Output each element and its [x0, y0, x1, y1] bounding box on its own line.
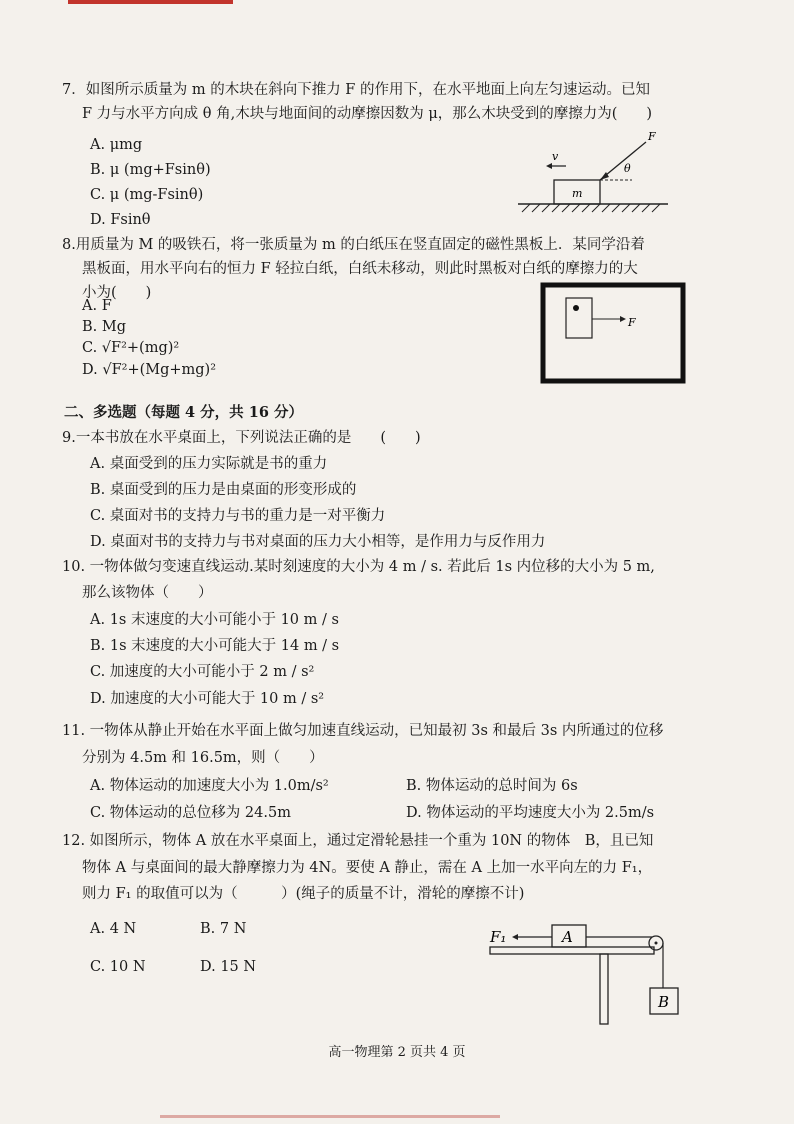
- q7-option-c: C. μ (mg-Fsinθ): [90, 187, 204, 203]
- q12-stem-line1: 12. 如图所示，物体 A 放在水平桌面上，通过定滑轮悬挂一个重为 10N 的物体 B，且已知: [62, 833, 654, 849]
- q10-option-c: C. 加速度的大小可能小于 2 m / s²: [90, 664, 315, 680]
- angle-label: θ: [624, 162, 631, 175]
- q12-pulley-figure: [486, 918, 686, 1030]
- q11-stem-line2: 分别为 4.5m 和 16.5m，则（ ）: [82, 750, 324, 766]
- block-m-label: m: [572, 187, 583, 200]
- magnet: [573, 305, 579, 311]
- block-b-label: B: [658, 993, 670, 1011]
- q9-option-b: B. 桌面受到的压力是由桌面的形变形成的: [90, 482, 357, 498]
- q9-option-d: D. 桌面对书的支持力与书对桌面的压力大小相等，是作用力与反作用力: [90, 534, 546, 550]
- q12-option-a: A. 4 N: [90, 921, 137, 937]
- q10-stem-line2: 那么该物体（ ）: [82, 585, 213, 601]
- q12-stem-line3: 则力 F₁ 的取值可以为（ ）(绳子的质量不计，滑轮的摩擦不计): [82, 886, 525, 902]
- q10-option-b: B. 1s 末速度的大小可能大于 14 m / s: [90, 638, 340, 654]
- f1-label: F₁: [490, 928, 507, 946]
- section-heading: 二、多选题（每题 4 分，共 16 分）: [64, 404, 303, 421]
- q11-option-c: C. 物体运动的总位移为 24.5m: [90, 805, 291, 821]
- q9-option-a: A. 桌面受到的压力实际就是书的重力: [90, 456, 328, 472]
- q9-option-c: C. 桌面对书的支持力与书的重力是一对平衡力: [90, 508, 386, 524]
- q8-option-a: A. F: [82, 298, 112, 314]
- q11-option-d: D. 物体运动的平均速度大小为 2.5m/s: [406, 805, 655, 821]
- q11-option-a: A. 物体运动的加速度大小为 1.0m/s²: [90, 778, 329, 794]
- q7-block-figure: [514, 128, 674, 218]
- q12-stem-line2: 物体 A 与桌面间的最大静摩擦力为 4N。要使 A 静止，需在 A 上加一水平向左的力 F₁，: [82, 860, 653, 876]
- top-red-mark: [68, 0, 233, 4]
- q11-stem-line1: 11. 一物体从静止开始在水平面上做匀加速直线运动，已知最初 3s 和最后 3s 内所通过的位移: [62, 723, 664, 739]
- table-top: [490, 947, 654, 954]
- q7-option-a: A. μmg: [90, 137, 143, 153]
- pull-force-label: F: [628, 316, 636, 329]
- q7-option-b: B. μ (mg+Fsinθ): [90, 162, 211, 178]
- q11-option-b: B. 物体运动的总时间为 6s: [406, 778, 578, 794]
- q8-stem-line3: 小为( ): [82, 285, 152, 301]
- q7-stem-line1: 7．如图所示质量为 m 的木块在斜向下推力 F 的作用下，在水平地面上向左匀速运动。已知: [62, 82, 650, 98]
- white-paper: [566, 298, 592, 338]
- q10-stem-line1: 10. 一物体做匀变速直线运动.某时刻速度的大小为 4 m / s. 若此后 1s 内位移的大小为 5 m,: [62, 559, 655, 575]
- q12-option-c: C. 10 N: [90, 959, 146, 975]
- q8-option-b: B. Mg: [82, 319, 127, 335]
- blackboard-frame: [543, 285, 683, 381]
- force-label: F: [648, 130, 656, 143]
- q9-stem: 9.一本书放在水平桌面上，下列说法正确的是 ( ): [62, 430, 421, 446]
- q8-option-c: C. √F²+(mg)²: [82, 340, 180, 356]
- q7-option-d: D. Fsinθ: [90, 212, 151, 228]
- q10-option-d: D. 加速度的大小可能大于 10 m / s²: [90, 691, 325, 707]
- q8-option-d: D. √F²+(Mg+mg)²: [82, 362, 217, 378]
- q8-stem-line2: 黑板面，用水平向右的恒力 F 轻拉白纸，白纸未移动，则此时黑板对白纸的摩擦力的大: [82, 261, 638, 277]
- velocity-label: v: [552, 150, 559, 163]
- q7-stem-line2: F 力与水平方向成 θ 角,木块与地面间的动摩擦因数为 μ，那么木块受到的摩擦力为( ): [82, 106, 653, 122]
- q12-option-d: D. 15 N: [200, 959, 257, 975]
- q8-blackboard-figure: [540, 282, 688, 386]
- q10-option-a: A. 1s 末速度的大小可能小于 10 m / s: [90, 612, 339, 628]
- block-a-label: A: [562, 928, 573, 946]
- page-footer: 高一物理第 2 页共 4 页: [328, 1045, 466, 1060]
- ground-hatch: [522, 204, 660, 212]
- table-leg: [600, 954, 608, 1024]
- bottom-red-mark: [160, 1115, 500, 1118]
- q8-stem-line1: 8.用质量为 M 的吸铁石，将一张质量为 m 的白纸压在竖直固定的磁性黑板上．某同学沿着: [62, 237, 645, 253]
- q12-option-b: B. 7 N: [200, 921, 247, 937]
